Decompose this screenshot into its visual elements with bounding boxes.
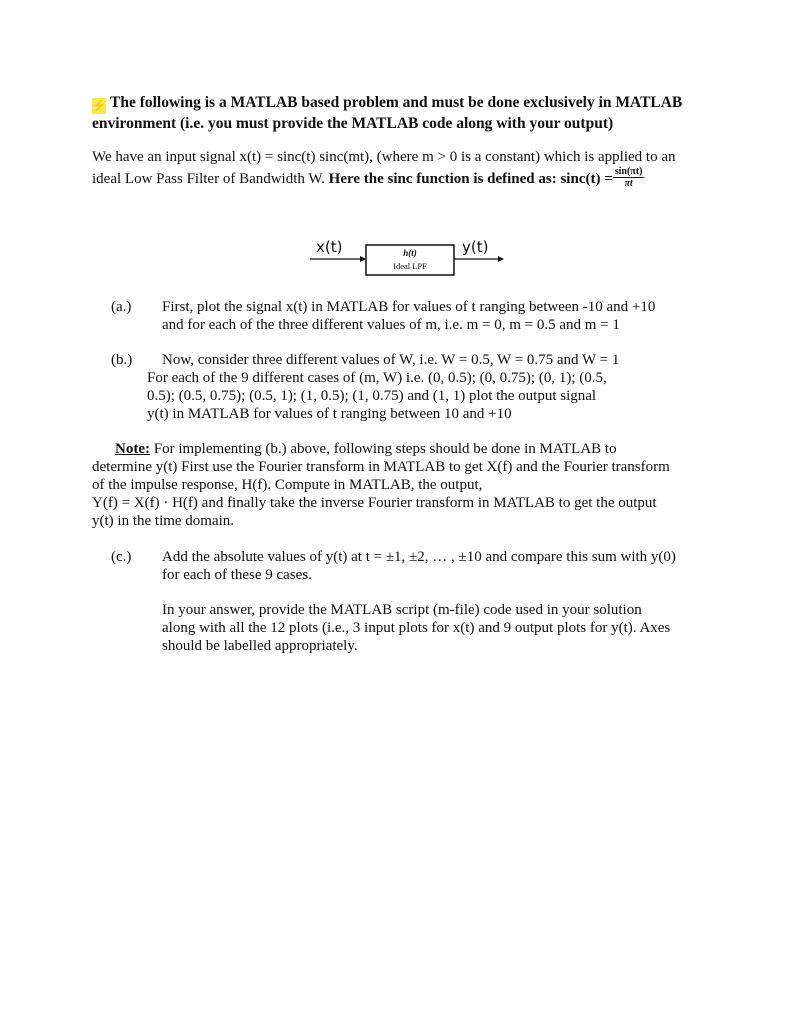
part-c-line-1: Add the absolute values of y(t) at t = ±1, ±2, … , ±10 and compare this sum with y(0) bbox=[162, 549, 676, 565]
intro-line-1: We have an input signal x(t) = sinc(t) sinc(mt), (where m > 0 is a constant) which is applied to an bbox=[92, 149, 676, 165]
note-label: Note: bbox=[115, 441, 150, 457]
part-c-line-2: for each of these 9 cases. bbox=[162, 567, 312, 583]
header-text: The following is a MATLAB based problem and must be done exclusively in MATLAB bbox=[110, 94, 683, 111]
part-b-label: (b.) bbox=[111, 352, 133, 368]
sinc-definition: Here the sinc function is defined as: sinc(t) = bbox=[328, 171, 613, 187]
fraction-numerator: sin(πt) bbox=[614, 166, 643, 178]
note-line-5: y(t) in the time domain. bbox=[92, 513, 235, 529]
final-line-1: In your answer, provide the MATLAB script (m-file) code used in your solution bbox=[162, 602, 642, 618]
note-line-2: determine y(t) First use the Fourier transform in MATLAB to get X(f) and the Fourier transform bbox=[92, 459, 670, 475]
header-line-1 bbox=[92, 94, 682, 114]
note-line-3: of the impulse response, H(f). Compute in MATLAB, the output, bbox=[92, 477, 483, 493]
block-label: Ideal LPF bbox=[393, 261, 427, 271]
part-a-line-1: First, plot the signal x(t) in MATLAB for values of t ranging between -10 and +10 bbox=[162, 299, 656, 315]
part-b-line-4: y(t) in MATLAB for values of t ranging between 10 and +10 bbox=[147, 406, 512, 422]
lightning-icon: ⚡ bbox=[92, 100, 106, 112]
final-line-3: should be labelled appropriately. bbox=[162, 638, 358, 654]
part-a-line-2: and for each of the three different values of m, i.e. m = 0, m = 0.5 and m = 1 bbox=[162, 317, 620, 333]
sinc-fraction bbox=[613, 166, 645, 189]
header-line-2: environment (i.e. you must provide the MATLAB code along with your output) bbox=[92, 115, 614, 132]
fraction-denominator: πt bbox=[624, 178, 633, 190]
block-diagram bbox=[308, 236, 508, 280]
note-text: For implementing (b.) above, following steps should be done in MATLAB to bbox=[149, 441, 617, 457]
part-b-line-1: Now, consider three different values of W, i.e. W = 0.5, W = 0.75 and W = 1 bbox=[162, 352, 620, 368]
part-b-line-2: For each of the 9 different cases of (m, W) i.e. (0, 0.5); (0, 0.75); (0, 1); (0.5, bbox=[147, 370, 607, 386]
input-label: x(t) bbox=[316, 238, 343, 256]
intro-line-2 bbox=[92, 166, 644, 190]
output-label: y(t) bbox=[462, 238, 489, 256]
note-line-4: Y(f) = X(f) · H(f) and finally take the inverse Fourier transform in MATLAB to get the output bbox=[92, 495, 657, 511]
note-line-1 bbox=[115, 440, 617, 458]
part-b-line-3: 0.5); (0.5, 0.75); (0.5, 1); (1, 0.5); (1, 0.75) and (1, 1) plot the output signal bbox=[147, 388, 597, 404]
intro-text: ideal Low Pass Filter of Bandwidth W. bbox=[92, 171, 329, 187]
final-line-2: along with all the 12 plots (i.e., 3 input plots for x(t) and 9 output plots for y(t). Axes bbox=[162, 620, 671, 636]
part-a-label: (a.) bbox=[111, 299, 132, 315]
part-c-label: (c.) bbox=[111, 549, 132, 565]
block-h: h(t) bbox=[403, 248, 417, 258]
